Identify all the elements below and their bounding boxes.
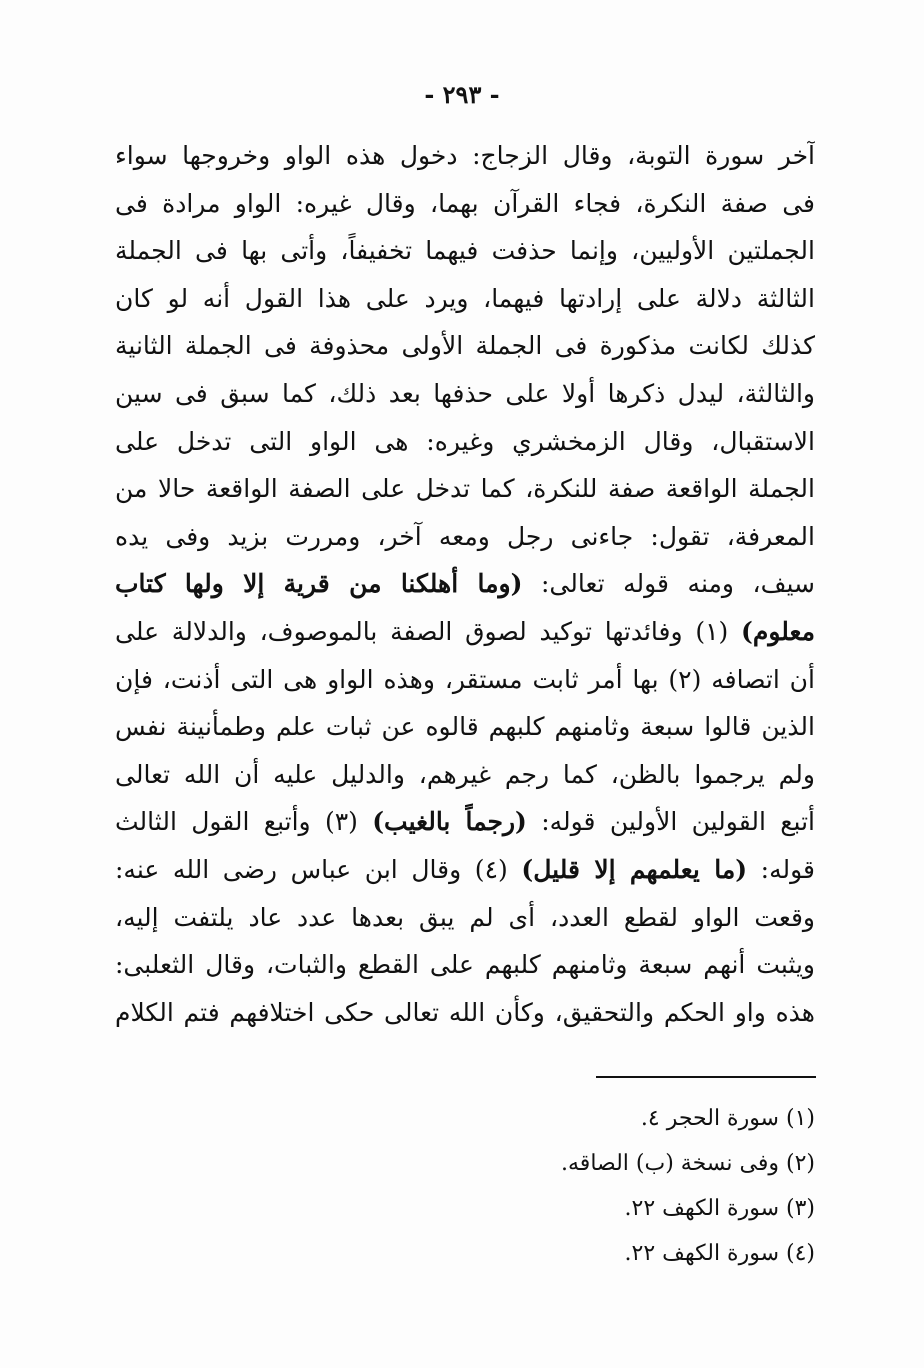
quran-quote: معلوم) [741,616,815,646]
quran-quote: (ما يعلمهم إلا قليل) [521,854,748,884]
text-line [115,656,815,704]
text-segment: سيف، ومنه قوله تعالى: [522,569,815,599]
text-line [115,465,815,513]
footnote-item: (١) سورة الحجر ٤. [640,1106,815,1131]
text-line [115,180,815,228]
text-line [115,370,815,418]
text-line [115,703,815,751]
text-line [115,275,815,323]
text-segment: الجملتين الأوليين، وإنما حذفت فيهما تخفيفاً، وأتى بها فى الجملة [115,236,815,266]
footnotes [300,1096,815,1276]
text-segment: (١) وفائدتها توكيد لصوق الصفة بالموصوف، والدلالة على [115,616,742,646]
text-segment: (٣) وأتبع القول الثالث [115,807,373,837]
text-segment: كذلك لكانت مذكورة فى الجملة الأولى محذوفة فى الجملة الثانية [115,331,815,361]
text-line [115,846,815,894]
main-text [115,132,815,1036]
text-line [115,418,815,466]
text-segment: أن اتصافه (٢) بها أمر ثابت مستقر، وهذه الواو هى التى أذنت، فإن [115,664,815,694]
footnote-item: (٤) سورة الكهف ٢٢. [624,1241,815,1266]
text-line [115,751,815,799]
text-segment: وقعت الواو لقطع العدد، أى لم يبق بعدها عدد عاد يلتفت إليه، [115,902,815,932]
text-segment: الذين قالوا سبعة وثامنهم كلبهم قالوه عن ثبات علم وطمأنينة نفس [115,712,815,742]
text-segment: (٤) وقال ابن عباس رضى الله عنه: [115,854,522,884]
text-line [115,227,815,275]
page-number: - ٢٩٣ - [424,80,500,109]
text-segment: ولم يرجموا بالظن، كما رجم غيرهم، والدليل عليه أن الله تعالى [115,759,815,789]
text-line [115,941,815,989]
text-segment: الثالثة دلالة على إرادتها فيهما، ويرد على هذا القول أنه لو كان [115,283,815,313]
text-line [115,989,815,1037]
text-segment: قوله: [747,854,815,884]
text-segment: المعرفة، تقول: جاءنى رجل ومعه آخر، ومررت بزيد وفى يده [115,521,815,551]
quran-quote: (رجماً بالغيب) [372,807,527,837]
text-segment: أتبع القولين الأولين قوله: [526,807,815,837]
text-segment: والثالثة، ليدل ذكرها أولا على حذفها بعد ذلك، كما سبق فى سين [115,378,815,408]
text-segment: الجملة الواقعة صفة للنكرة، كما تدخل على الصفة الواقعة حالا من [115,474,815,504]
text-line [115,608,815,656]
text-line [115,798,815,846]
text-segment: فى صفة النكرة، فجاء القرآن بهما، وقال غيره: الواو مرادة فى [115,188,815,218]
text-line [115,894,815,942]
text-segment: آخر سورة التوبة، وقال الزجاج: دخول هذه الواو وخروجها سواء [115,141,815,170]
text-segment: هذه واو الحكم والتحقيق، وكأن الله تعالى حكى اختلافهم فتم الكلام [115,997,815,1027]
text-segment: الاستقبال، وقال الزمخشري وغيره: هى الواو التى تدخل على [115,426,815,456]
text-line [115,132,815,180]
footnote-item: (٣) سورة الكهف ٢٢. [624,1196,815,1221]
footnote-item: (٢) وفى نسخة (ب) الصاقه. [561,1151,815,1176]
text-line [115,322,815,370]
text-line [115,560,815,608]
footnote-separator [596,1076,816,1078]
text-segment: ويثبت أنهم سبعة وثامنهم كلبهم على القطع والثبات، وقال الثعلبى: [115,950,815,980]
quran-quote: (وما أهلكنا من قرية إلا ولها كتاب [115,569,523,599]
text-line [115,513,815,561]
